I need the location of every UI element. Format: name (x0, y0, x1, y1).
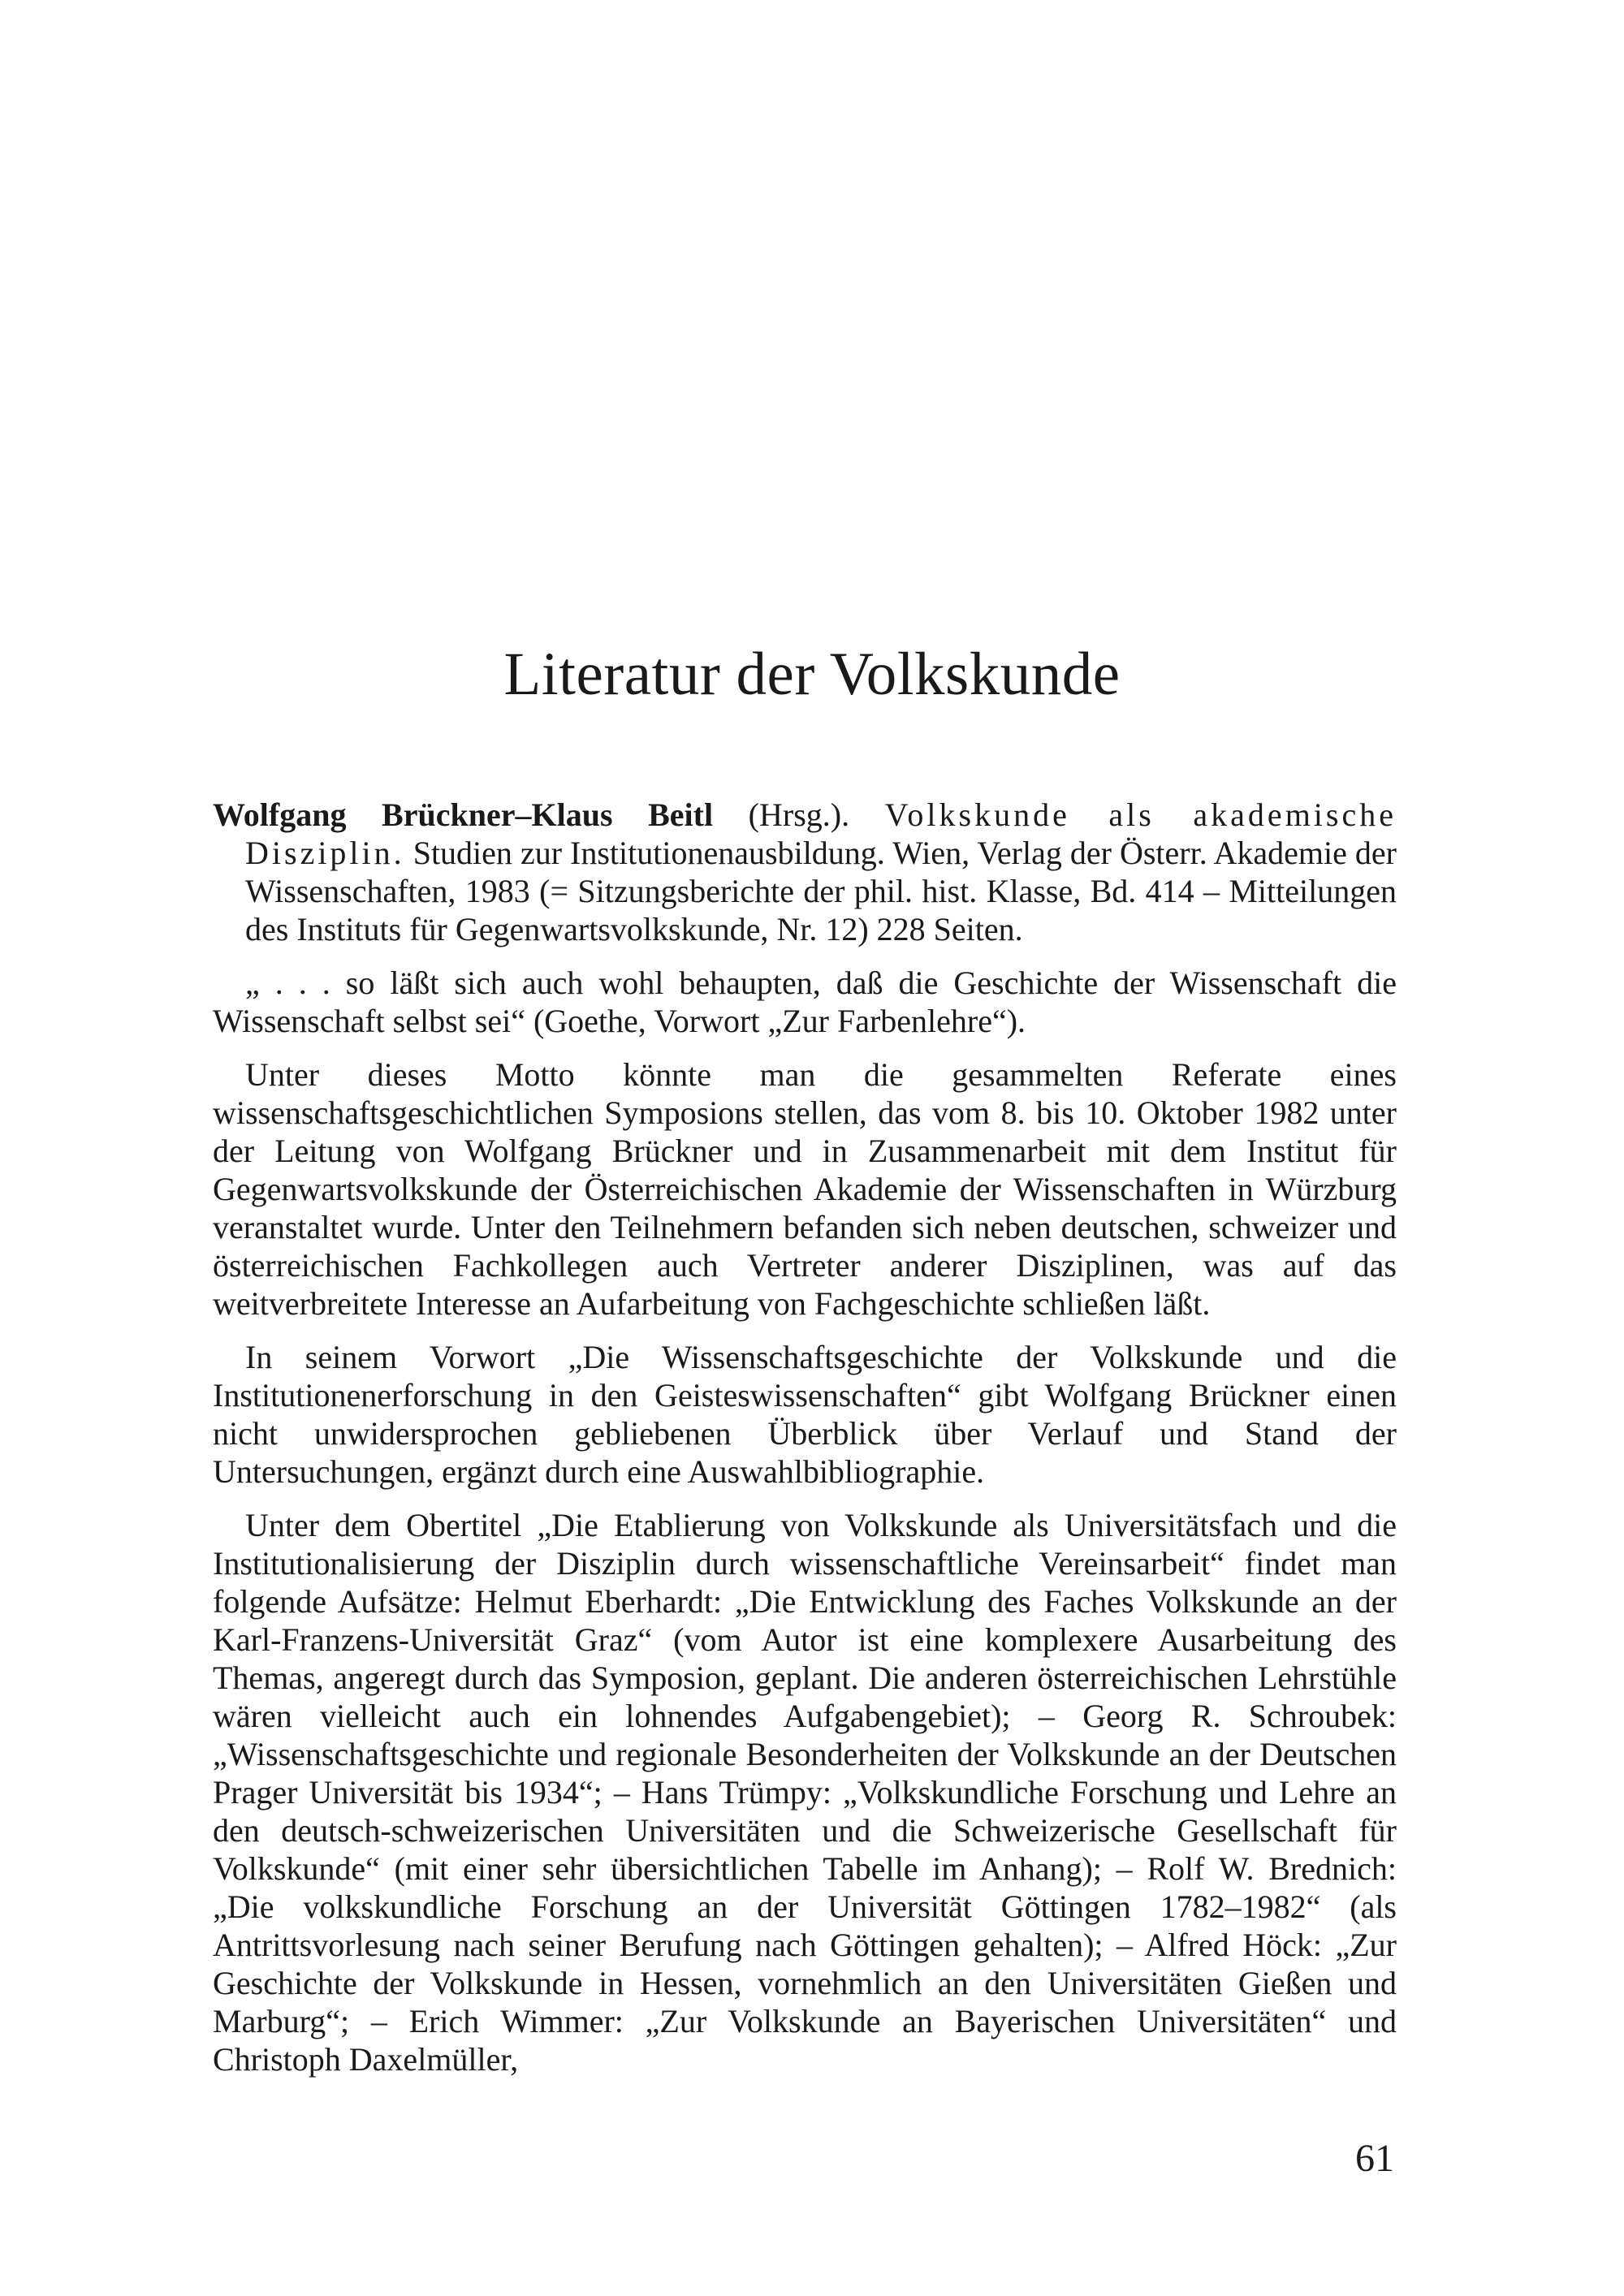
section-title: Literatur der Volkskunde (503, 641, 1121, 708)
paragraph-symposium: Unter dieses Motto könnte man die gesammelten Referate eines wissenschaftsgeschichtlichen Symposions stellen, das vom 8. bis 10. Oktober 1982 unter der Leitung von Wolfgang Brückner und in Zusammenarbeit mit dem Institut für Gegenwartsvolkskunde der Österreichischen Akademie der Wissenschaften in Würzburg veranstaltet wurde. Unter den Teilnehmern befanden sich neben deutschen, schweizer und österreichischen Fachkollegen auch Vertreter anderer Disziplinen, was auf das weitverbreitete Interesse an Aufarbeitung von Fachgeschichte schließen läßt. (213, 1056, 1397, 1322)
bibliographic-entry (213, 796, 1397, 948)
entry-title: Volkskunde als akademische Disziplin. (245, 796, 1397, 871)
page-number: 61 (1355, 2137, 1394, 2180)
paragraph-motto: „ . . . so läßt sich auch wohl behaupten, daß die Geschichte der Wissenschaft die Wissenschaft selbst sei“ (Goethe, Vorwort „Zur Farbenlehre“). (213, 965, 1397, 1039)
entry-authors: Wolfgang Brückner–Klaus Beitl (213, 796, 714, 833)
entry-details: Studien zur Institutionenausbildung. Wien, Verlag der Österr. Akademie der Wissenschaften, 1983 (= Sitzungsberichte der phil. hist. Klasse, Bd. 414 – Mitteilungen des Instituts für Gegenwartsvolkskunde, Nr. 12) 228 Seiten. (245, 835, 1397, 947)
review-content (213, 796, 1397, 2094)
paragraph-foreword: In seinem Vorwort „Die Wissenschaftsgeschichte der Volkskunde und die Institutionenerforschung in den Geisteswissenschaften“ gibt Wolfgang Brückner einen nicht unwidersprochen gebliebenen Überblick über Verlauf und Stand der Untersuchungen, ergänzt durch eine Auswahlbibliographie. (213, 1339, 1397, 1490)
paragraph-essays: Unter dem Obertitel „Die Etablierung von Volkskunde als Universitätsfach und die Institutionalisierung der Disziplin durch wissenschaftliche Vereinsarbeit“ findet man folgende Aufsätze: Helmut Eberhardt: „Die Entwicklung des Faches Volkskunde an der Karl-Franzens-Universität Graz“ (vom Autor ist eine komplexere Ausarbeitung des Themas, angeregt durch das Symposion, geplant. Die anderen österreichischen Lehrstühle wären vielleicht auch ein lohnendes Aufgabengebiet); – Georg R. Schroubek: „Wissenschaftsgeschichte und regionale Besonderheiten der Volkskunde an der Deutschen Prager Universität bis 1934“; – Hans Trümpy: „Volkskundliche Forschung und Lehre an den deutsch-schweizerischen Universitäten und die Schweizerische Gesellschaft für Volkskunde“ (mit einer sehr übersichtlichen Tabelle im Anhang); – Rolf W. Brednich: „Die volkskundliche Forschung an der Universität Göttingen 1782–1982“ (als Antrittsvorlesung nach seiner Berufung nach Göttingen gehalten); – Alfred Höck: „Zur Geschichte der Volkskunde in Hessen, vornehmlich an den Universitäten Gießen und Marburg“; – Erich Wimmer: „Zur Volkskunde an Bayerischen Universitäten“ und Christoph Daxelmüller, (213, 1507, 1397, 2078)
entry-editor-note: (Hrsg.). (713, 796, 885, 833)
